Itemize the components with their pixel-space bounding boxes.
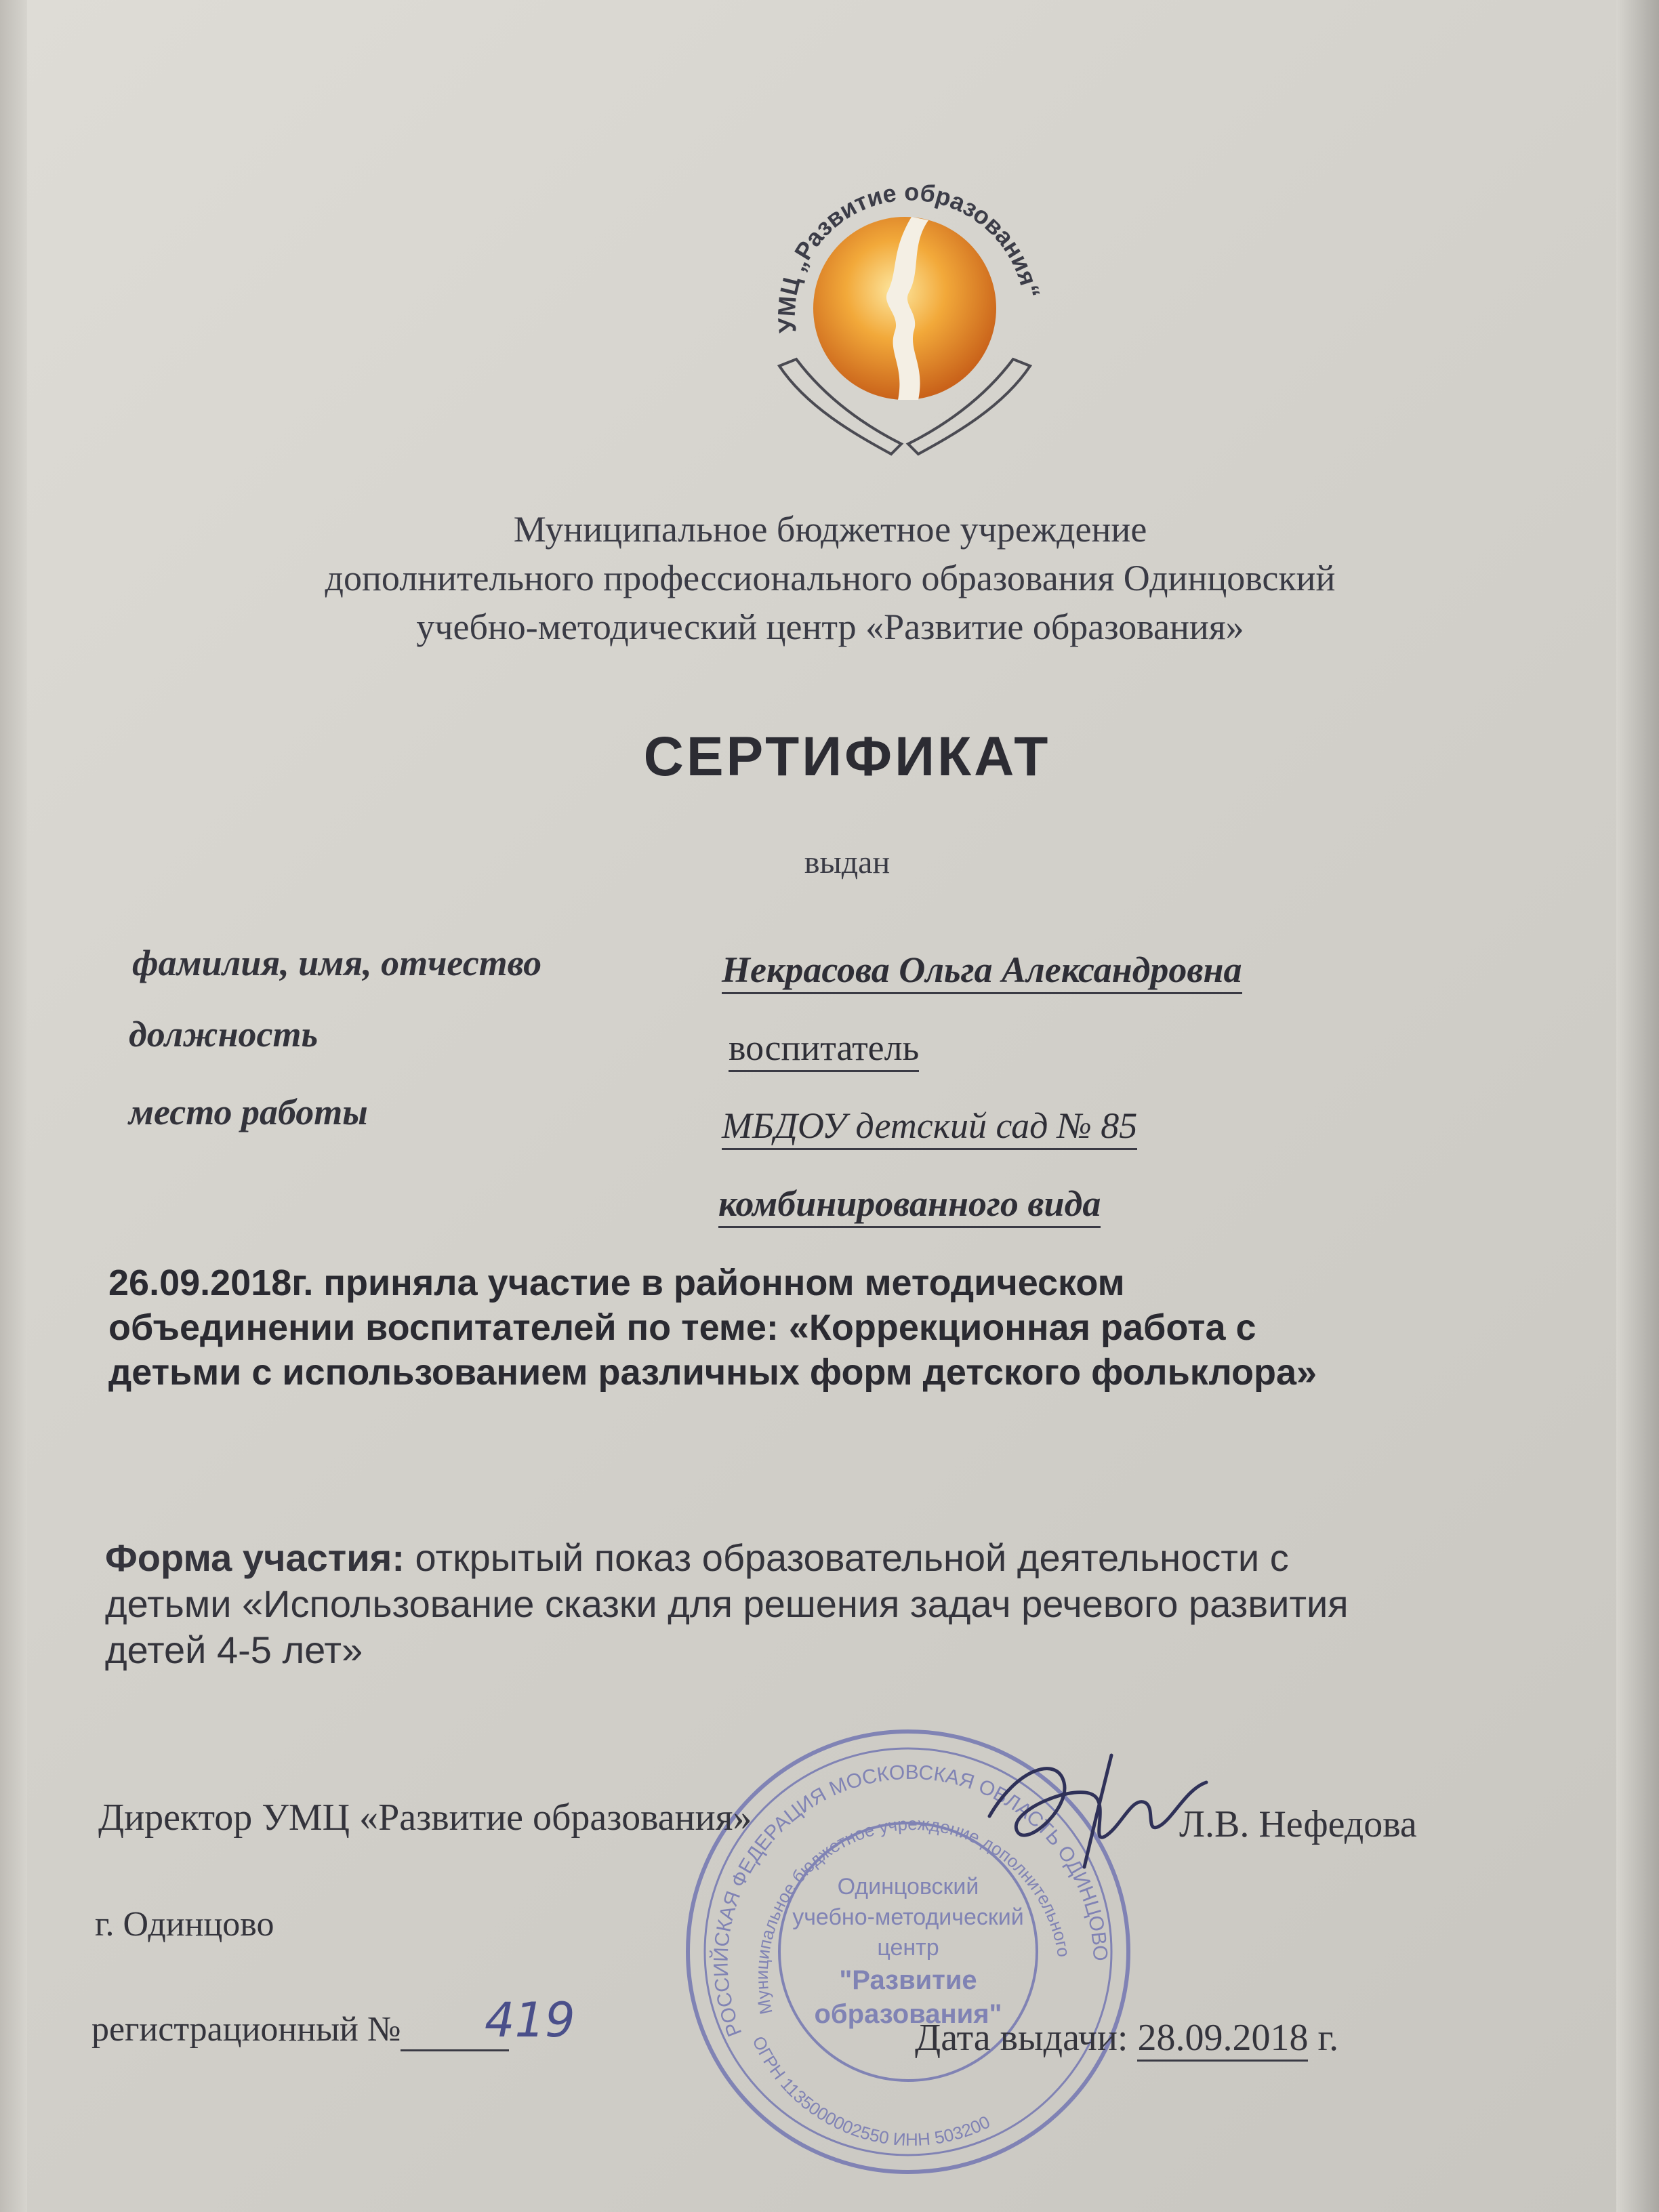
participation-form-label: Форма участия:: [105, 1536, 405, 1579]
header-line-3: учебно-методический центр «Развитие образования»: [416, 607, 1244, 647]
workplace-value-line-2: комбинированного вида: [718, 1183, 1101, 1228]
participation-form-line-3: детей 4-5 лет»: [105, 1629, 363, 1671]
header-line-2: дополнительного профессионального образования Одинцовский: [325, 558, 1336, 598]
registration-number: 419: [485, 1992, 575, 2048]
stamp-outer-text: РОССИЙСКАЯ ФЕДЕРАЦИЯ МОСКОВСКАЯ ОБЛАСТЬ ОДИНЦОВО: [710, 1761, 1111, 2040]
issue-date-suffix: г.: [1308, 2017, 1339, 2059]
statement-line-1: 26.09.2018г. приняла участие в районном методическом: [108, 1263, 1125, 1303]
statement-line-3: детьми с использованием различных форм детского фольклора»: [108, 1352, 1317, 1393]
globe-profile-hands-logo-icon: [732, 163, 1078, 481]
logo-ring-text: УМЦ „Развитие образования“: [772, 178, 1046, 334]
workplace-value-line-1: МБДОУ детский сад № 85: [722, 1105, 1137, 1150]
issue-date-value: 28.09.2018: [1137, 2016, 1308, 2062]
statement-line-2: объединении воспитателей по теме: «Коррекционная работа с: [108, 1307, 1256, 1348]
participation-form-line-2: детьми «Использование сказки для решения задач речевого развития: [105, 1582, 1349, 1625]
participation-statement: [108, 1261, 1532, 1395]
institution-header: [203, 505, 1457, 651]
sheet-left-edge: [0, 0, 27, 2212]
director-title: Директор УМЦ «Развитие образования»: [98, 1797, 752, 1839]
header-line-1: Муниципальное бюджетное учреждение: [513, 509, 1147, 550]
participation-form: [105, 1535, 1562, 1673]
registration-label: [91, 2009, 509, 2051]
stamp-center-line-4: "Развитие: [839, 1965, 977, 1995]
name-value: Некрасова Ольга Александровна: [722, 949, 1242, 994]
position-label: должность: [129, 1014, 319, 1054]
director-name: Л.В. Нефедова: [1179, 1803, 1417, 1845]
position-value: воспитатель: [729, 1027, 919, 1072]
stamp-bottom-text: ОГРН 1135000002550 ИНН 503200: [748, 2032, 994, 2150]
issue-date-label: Дата выдачи:: [915, 2017, 1138, 2059]
sheet-right-fold: [1616, 0, 1659, 2212]
participation-form-line-1: открытый показ образовательной деятельности с: [404, 1536, 1289, 1579]
certificate-title: СЕРТИФИКАТ: [643, 726, 1051, 787]
issue-date: [915, 2016, 1338, 2062]
name-label: фамилия, имя, отчество: [132, 943, 542, 983]
stamp-center-line-5: образования": [814, 1999, 1002, 2029]
stamp-center-line-3: центр: [877, 1935, 939, 1961]
workplace-label: место работы: [129, 1092, 368, 1132]
stamp-center-line-2: учебно-методический: [792, 1904, 1024, 1930]
registration-label-text: регистрационный №: [91, 2010, 401, 2049]
stamp-center-line-1: Одинцовский: [837, 1874, 979, 1900]
stamp-inner-ring-text: Муниципальное бюджетное учреждение дополнительного: [751, 1814, 1075, 2017]
city: г. Одинцово: [95, 1905, 274, 1944]
issued-label: выдан: [804, 844, 890, 880]
